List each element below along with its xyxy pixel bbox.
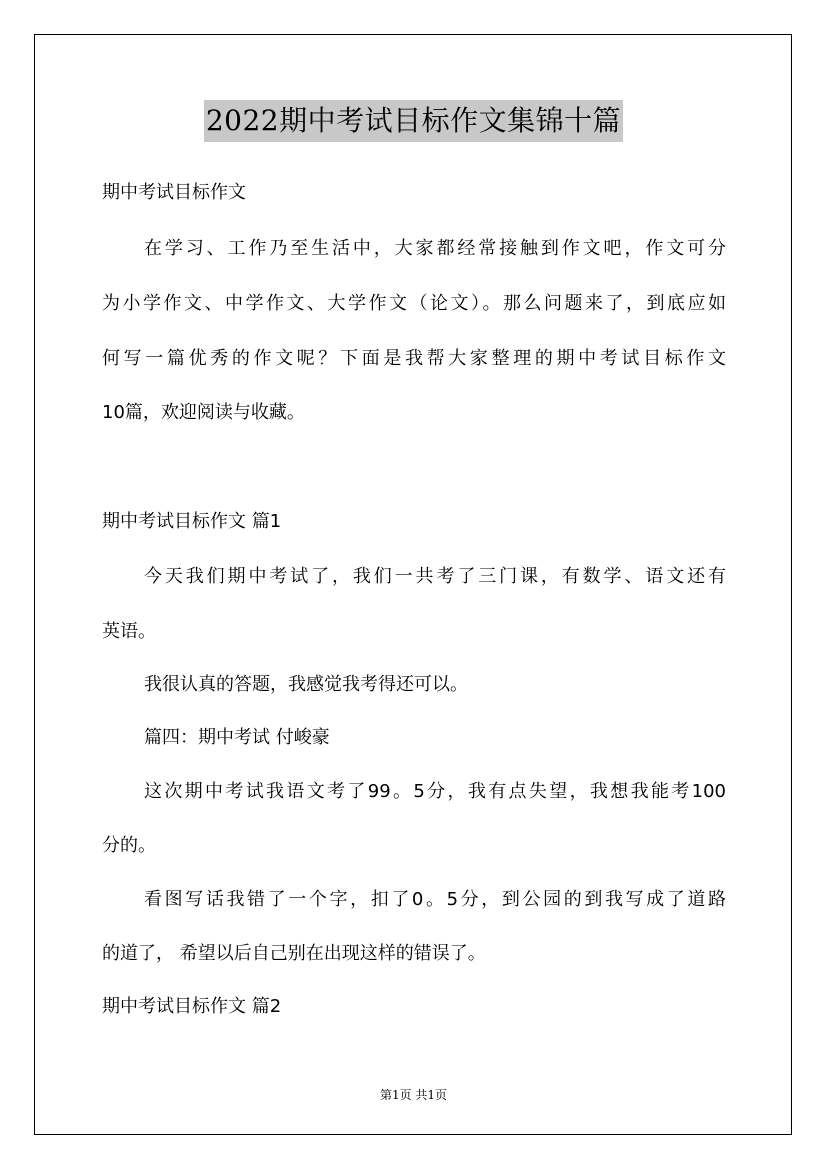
- intro-line-1: 在学习、工作乃至生活中，大家都经常接触到作文吧，作文可分: [144, 238, 726, 259]
- essay-1-line-2: 英语。: [102, 621, 156, 642]
- essay-1-line-3: 我很认真的答题，我感觉我考得还可以。: [144, 674, 468, 695]
- essay-1-line-4: 篇四：期中考试 付峻豪: [144, 727, 330, 748]
- essay-1-line-6: 分的。: [102, 835, 156, 856]
- essay-1-line-8: 的道了， 希望以后自己别在出现这样的错误了。: [102, 943, 486, 964]
- document-title: 2022期中考试目标作文集锦十篇: [204, 100, 623, 142]
- intro-line-4: 10篇，欢迎阅读与收藏。: [102, 402, 305, 423]
- page-footer: 第1页 共1页: [379, 1088, 448, 1102]
- essay-2-heading: 期中考试目标作文 篇2: [102, 996, 282, 1017]
- intro-line-2: 为小学作文、中学作文、大学作文（论文）。那么问题来了，到底应如: [102, 293, 726, 314]
- essay-1-line-5: 这次期中考试我语文考了99。5分，我有点失望，我想我能考100: [144, 781, 726, 802]
- essay-1-heading: 期中考试目标作文 篇1: [102, 511, 282, 532]
- section-heading: 期中考试目标作文: [102, 182, 246, 203]
- intro-line-3: 何写一篇优秀的作文呢？下面是我帮大家整理的期中考试目标作文: [102, 348, 726, 369]
- essay-1-line-7: 看图写话我错了一个字，扣了0。5分，到公园的到我写成了道路: [144, 889, 726, 910]
- document-title-wrap: [0, 100, 827, 142]
- essay-1-line-1: 今天我们期中考试了，我们一共考了三门课，有数学、语文还有: [144, 566, 726, 587]
